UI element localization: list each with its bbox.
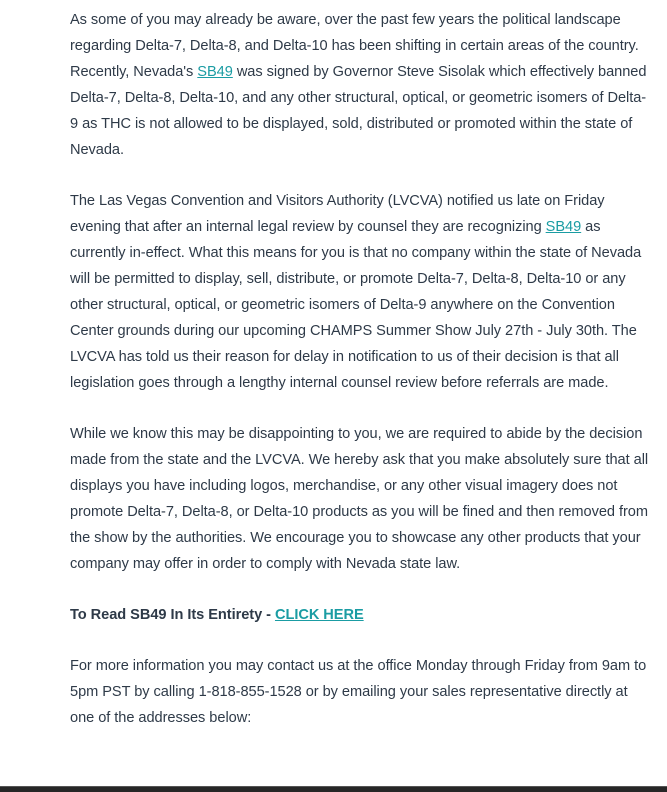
paragraph-text: was signed by Governor Steve Sisolak which effectively banned Delta-7, Delta-8, Delta-10, and any other structural, optical, or geometric isomers of Delta-9 as THC is not allowed to be displayed, sold, distributed or promoted within the state of Nevada. [70, 64, 647, 158]
paragraph-text: as currently in-effect. What this means for you is that no company within the state of Nevada will be permitted to display, sell, distribute, or promote Delta-7, Delta-8, Delta-10 or any other structural, optical, or geometric isomers of Delta-9 anywhere on the Convention Center grounds during our upcoming CHAMPS Summer Show July 27th - July 30th. The LVCVA has told us their reason for delay in notification to us of their decision is that all legislation goes through a lengthy internal counsel review before referrals are made. [70, 219, 642, 391]
click-here-link[interactable]: CLICK HERE [274, 607, 364, 623]
paragraph-sb49-intro [70, 7, 650, 163]
paragraph-contact-info [70, 653, 650, 731]
sb49-link[interactable]: SB49 [197, 64, 233, 80]
paragraph-text: For more information you may contact us at the office Monday through Friday from 9am to 5pm PST by calling 1-818-855-1528 or by emailing your sales representative directly at one of the addresses below: [70, 658, 647, 726]
paragraph-text: While we know this may be disappointing to you, we are required to abide by the decision made from the state and the LVCVA. We hereby ask that you make absolutely sure that all displays you have including logos, merchandise, or any other visual imagery does not promote Delta-7, Delta-8, or Delta-10 products as you will be fined and then removed from the show by the authorities. We encourage you to showcase any other products that your company may offer in order to comply with Nevada state law. [70, 426, 649, 572]
read-sb49-label: To Read SB49 In Its Entirety - [70, 607, 275, 623]
sb49-link[interactable]: SB49 [545, 219, 582, 235]
paragraph-text: The Las Vegas Convention and Visitors Authority (LVCVA) notified us late on Friday evening that after an internal legal review by counsel they are recognizing [70, 193, 605, 235]
paragraph-lvcva-notice [70, 188, 650, 396]
paragraph-text: As some of you may already be aware, over the past few years the political landscape regarding Delta-7, Delta-8, and Delta-10 has been shifting in certain areas of the country. Recently, Nevada's [70, 12, 639, 80]
email-body [70, 7, 650, 756]
paragraph-compliance [70, 421, 650, 577]
read-sb49-line [70, 602, 650, 628]
bottom-bar [0, 786, 667, 792]
